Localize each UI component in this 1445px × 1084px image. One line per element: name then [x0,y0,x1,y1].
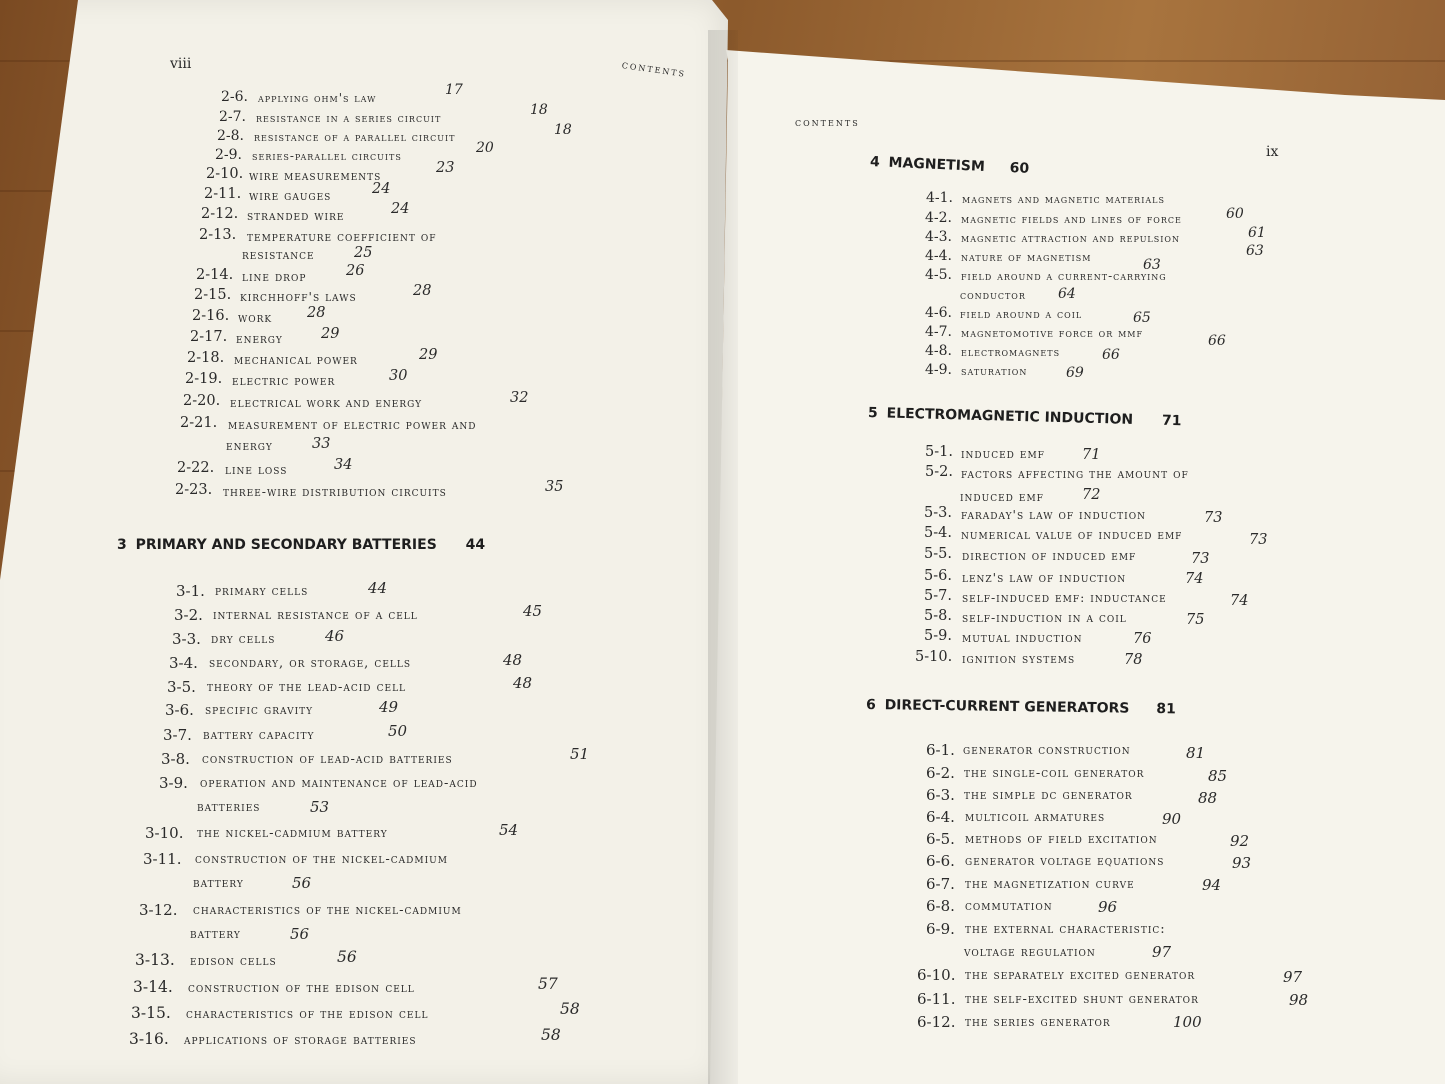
entry-title: the magnetization curve [965,877,1135,892]
entry-number: 5-7. [924,588,952,604]
entry-page: 92 [1230,832,1250,850]
entry-title: multicoil armatures [965,810,1106,825]
entry-page: 50 [388,722,408,740]
entry-number: 2-15. [194,287,232,303]
entry-page: 97 [1283,968,1303,986]
entry-title-continued: battery [193,876,244,891]
entry-page: 28 [413,283,432,299]
entry-title: lenz's law of induction [962,570,1127,585]
entry-page: 46 [325,627,345,645]
entry-title: saturation [961,364,1028,378]
entry-page: 90 [1162,810,1182,828]
entry-page: 73 [1191,551,1210,567]
entry-number: 3-1. [176,582,205,600]
entry-page: 85 [1208,767,1228,785]
entry-number: 4-8. [925,343,952,359]
entry-title: wire measurements [249,168,382,183]
entry-page: 97 [1152,943,1172,961]
entry-number: 5-5. [924,546,952,562]
entry-number: 4-7. [925,324,952,340]
entry-page: 74 [1230,593,1249,609]
entry-page: 24 [372,181,391,197]
entry-page: 63 [1143,257,1161,273]
entry-page: 94 [1202,876,1222,894]
entry-title: applying ohm's law [258,91,377,105]
book-gutter [708,30,738,1084]
entry-number: 2-12. [201,206,239,222]
entry-title: generator construction [963,743,1131,758]
chapter-page: 71 [1161,412,1182,430]
entry-number: 2-13. [199,227,237,243]
entry-number: 4-4. [925,248,952,264]
entry-page: 28 [307,305,326,321]
entry-number: 3-11. [143,850,182,868]
entry-page: 81 [1186,744,1206,762]
running-head: contents [621,58,687,80]
entry-page: 58 [541,1026,561,1044]
chapter-title: MAGNETISM [888,154,986,176]
entry-number: 4-6. [925,305,952,321]
entry-page: 72 [1082,487,1101,503]
entry-number: 6-4. [926,808,955,826]
entry-page: 24 [391,201,410,217]
entry-title: factors affecting the amount of [961,466,1189,481]
chapter-title: DIRECT-CURRENT GENERATORS [884,697,1130,717]
entry-page: 25 [354,245,373,261]
entry-page: 56 [290,925,310,943]
entry-number: 6-9. [926,920,955,938]
chapter-heading [117,537,485,553]
entry-number: 6-11. [917,990,956,1008]
entry-number: 6-5. [926,830,955,848]
entry-number: 4-5. [925,267,952,283]
entry-page: 29 [321,326,340,342]
entry-title: mechanical power [234,352,358,367]
entry-number: 3-14. [133,978,173,996]
entry-page: 48 [513,674,533,692]
entry-title: characteristics of the nickel-cadmium [193,903,462,918]
entry-title: nature of magnetism [961,250,1092,264]
entry-title: construction of lead-acid batteries [202,752,453,767]
entry-page: 73 [1204,510,1223,526]
entry-title: applications of storage batteries [184,1032,417,1048]
chapter-title: ELECTROMAGNETIC INDUCTION [886,405,1134,428]
entry-title: stranded wire [247,208,345,223]
chapter-number: 3 [117,537,127,553]
entry-title: line drop [242,269,307,284]
entry-page: 71 [1082,447,1101,463]
entry-page: 57 [538,975,558,993]
entry-number: 3-2. [174,606,203,624]
page-number: ix [1266,144,1279,160]
entry-number: 4-9. [925,362,952,378]
entry-page: 64 [1058,286,1076,302]
chapter-number: 4 [869,154,881,171]
entry-title: faraday's law of induction [961,507,1146,522]
entry-title-continued: batteries [197,800,261,815]
entry-title: battery capacity [203,728,315,743]
entry-page: 35 [545,479,564,495]
entry-page: 20 [476,140,494,156]
entry-page: 69 [1066,365,1084,381]
chapter-page: 44 [465,537,486,553]
entry-page: 65 [1133,310,1151,326]
entry-page: 45 [523,602,543,620]
entry-title: generator voltage equations [965,854,1165,869]
entry-number: 5-6. [924,568,952,584]
entry-number: 3-8. [161,750,190,768]
running-head: contents [795,116,860,129]
entry-page: 58 [560,1000,580,1018]
entry-page: 23 [436,160,455,176]
entry-number: 5-8. [924,608,952,624]
entry-page: 63 [1246,243,1264,259]
entry-page: 51 [570,745,590,763]
entry-page: 49 [379,698,399,716]
entry-page: 73 [1249,532,1268,548]
entry-page: 18 [530,102,548,118]
entry-page: 56 [337,948,357,966]
entry-number: 3-15. [131,1004,171,1022]
entry-number: 3-4. [169,654,198,672]
entry-title: energy [236,331,283,346]
entry-number: 3-16. [129,1030,169,1048]
entry-title: electrical work and energy [230,395,423,410]
entry-title: the single-coil generator [964,766,1145,781]
entry-number: 2-14. [196,267,234,283]
entry-number: 4-2. [925,210,952,226]
entry-page: 74 [1185,571,1204,587]
entry-title: wire gauges [249,188,332,203]
entry-title: internal resistance of a cell [213,608,418,623]
entry-number: 2-8. [217,128,244,144]
entry-number: 2-20. [183,393,221,409]
entry-title-continued: battery [190,927,241,942]
entry-page: 48 [503,651,523,669]
entry-page: 76 [1133,631,1152,647]
entry-title: the external characteristic: [965,922,1166,937]
entry-page: 17 [445,82,463,98]
entry-title: construction of the edison cell [188,980,415,996]
page-number: viii [170,56,192,72]
entry-number: 2-22. [177,460,215,476]
entry-number: 6-3. [926,786,955,804]
chapter-page: 60 [1009,160,1030,177]
entry-title: measurement of electric power and [228,417,477,432]
entry-title-continued: resistance [242,247,315,262]
entry-title: induced emf [961,446,1045,461]
entry-number: 5-2. [925,464,953,480]
entry-number: 5-3. [924,505,952,521]
entry-title: the nickel-cadmium battery [197,826,388,841]
entry-title: numerical value of induced emf [961,527,1183,542]
entry-page: 88 [1198,789,1218,807]
chapter-number: 6 [865,697,876,714]
entry-number: 6-6. [926,852,955,870]
entry-title: resistance of a parallel circuit [254,130,456,144]
entry-title: field around a current-carrying [961,269,1167,283]
entry-page: 93 [1232,854,1252,872]
entry-title: magnetic fields and lines of force [961,212,1182,226]
entry-number: 3-12. [139,901,178,919]
entry-title: edison cells [190,953,277,969]
entry-title: resistance in a series circuit [256,111,442,125]
entry-page: 53 [310,798,330,816]
entry-page: 29 [419,347,438,363]
entry-title: three-wire distribution circuits [223,484,447,499]
entry-title: the simple dc generator [964,788,1133,803]
entry-title: self-induced emf: inductance [962,590,1167,605]
entry-title: electromagnets [961,345,1061,359]
entry-title: mutual induction [962,630,1083,645]
entry-page: 56 [292,874,312,892]
entry-number: 6-7. [926,875,955,893]
entry-title: kirchhoff's laws [240,289,357,304]
entry-number: 2-7. [219,109,246,125]
entry-number: 5-9. [924,628,952,644]
entry-number: 2-6. [221,89,248,105]
entry-number: 2-11. [204,186,242,202]
entry-title: operation and maintenance of lead-acid [200,776,478,791]
entry-number: 2-16. [192,308,230,324]
entry-title: construction of the nickel-cadmium [195,852,448,867]
entry-number: 3-7. [163,726,192,744]
entry-page: 66 [1208,333,1226,349]
entry-number: 5-10. [915,649,953,665]
entry-number: 2-17. [190,329,228,345]
entry-title: magnets and magnetic materials [962,192,1165,206]
entry-page: 96 [1098,898,1118,916]
entry-number: 2-19. [185,371,223,387]
entry-number: 2-9. [215,147,242,163]
entry-title: the self-excited shunt generator [965,992,1199,1007]
entry-page: 75 [1186,612,1205,628]
entry-title: the separately excited generator [965,968,1196,983]
entry-page: 44 [368,579,388,597]
entry-title-continued: voltage regulation [964,945,1096,960]
entry-title: line loss [225,462,288,477]
entry-number: 3-13. [135,951,175,969]
entry-title: magnetic attraction and repulsion [961,231,1180,245]
entry-title: characteristics of the edison cell [186,1006,429,1022]
entry-title: theory of the lead-acid cell [207,680,407,695]
entry-title: methods of field excitation [965,832,1158,847]
entry-number: 6-8. [926,897,955,915]
entry-number: 6-1. [926,741,955,759]
chapter-number: 5 [867,405,878,422]
entry-title: electric power [232,373,336,388]
entry-title-continued: energy [226,438,273,453]
entry-title: commutation [965,899,1053,914]
entry-page: 60 [1226,206,1244,222]
entry-title-continued: conductor [960,288,1026,302]
entry-title: field around a coil [960,307,1083,321]
entry-title: the series generator [965,1015,1111,1030]
entry-number: 5-1. [925,444,953,460]
entry-page: 34 [334,457,353,473]
entry-number: 2-21. [180,415,218,431]
entry-number: 6-12. [917,1013,956,1031]
entry-title: work [238,310,273,325]
entry-number: 6-2. [926,764,955,782]
entry-page: 32 [510,390,529,406]
entry-page: 78 [1124,652,1143,668]
entry-number: 5-4. [924,525,952,541]
entry-number: 4-3. [925,229,952,245]
entry-page: 30 [389,368,408,384]
entry-page: 98 [1289,991,1309,1009]
entry-page: 100 [1173,1013,1202,1031]
entry-title: primary cells [215,584,309,599]
entry-title-continued: induced emf [960,489,1044,504]
entry-title: self-induction in a coil [962,610,1127,625]
entry-number: 3-3. [172,630,201,648]
entry-number: 4-1. [926,190,953,206]
entry-page: 18 [554,122,572,138]
entry-page: 33 [312,436,331,452]
entry-page: 66 [1102,347,1120,363]
entry-number: 3-9. [159,774,188,792]
entry-title: secondary, or storage, cells [209,656,412,671]
chapter-page: 81 [1156,701,1176,718]
entry-number: 3-10. [145,824,184,842]
entry-title: temperature coefficient of [247,229,437,244]
entry-number: 3-6. [165,701,194,719]
entry-number: 2-18. [187,350,225,366]
entry-number: 6-10. [917,966,956,984]
entry-title: magnetomotive force or mmf [961,326,1144,340]
chapter-title: PRIMARY AND SECONDARY BATTERIES [135,537,437,553]
entry-title: direction of induced emf [962,548,1137,563]
entry-page: 61 [1248,225,1266,241]
entry-title: specific gravity [205,703,314,718]
entry-page: 26 [346,263,365,279]
entry-number: 2-23. [175,482,213,498]
entry-number: 2-10. [206,166,244,182]
entry-title: series-parallel circuits [252,149,402,163]
entry-title: ignition systems [962,651,1076,666]
entry-page: 54 [499,821,519,839]
entry-title: dry cells [211,632,276,647]
entry-number: 3-5. [167,678,196,696]
